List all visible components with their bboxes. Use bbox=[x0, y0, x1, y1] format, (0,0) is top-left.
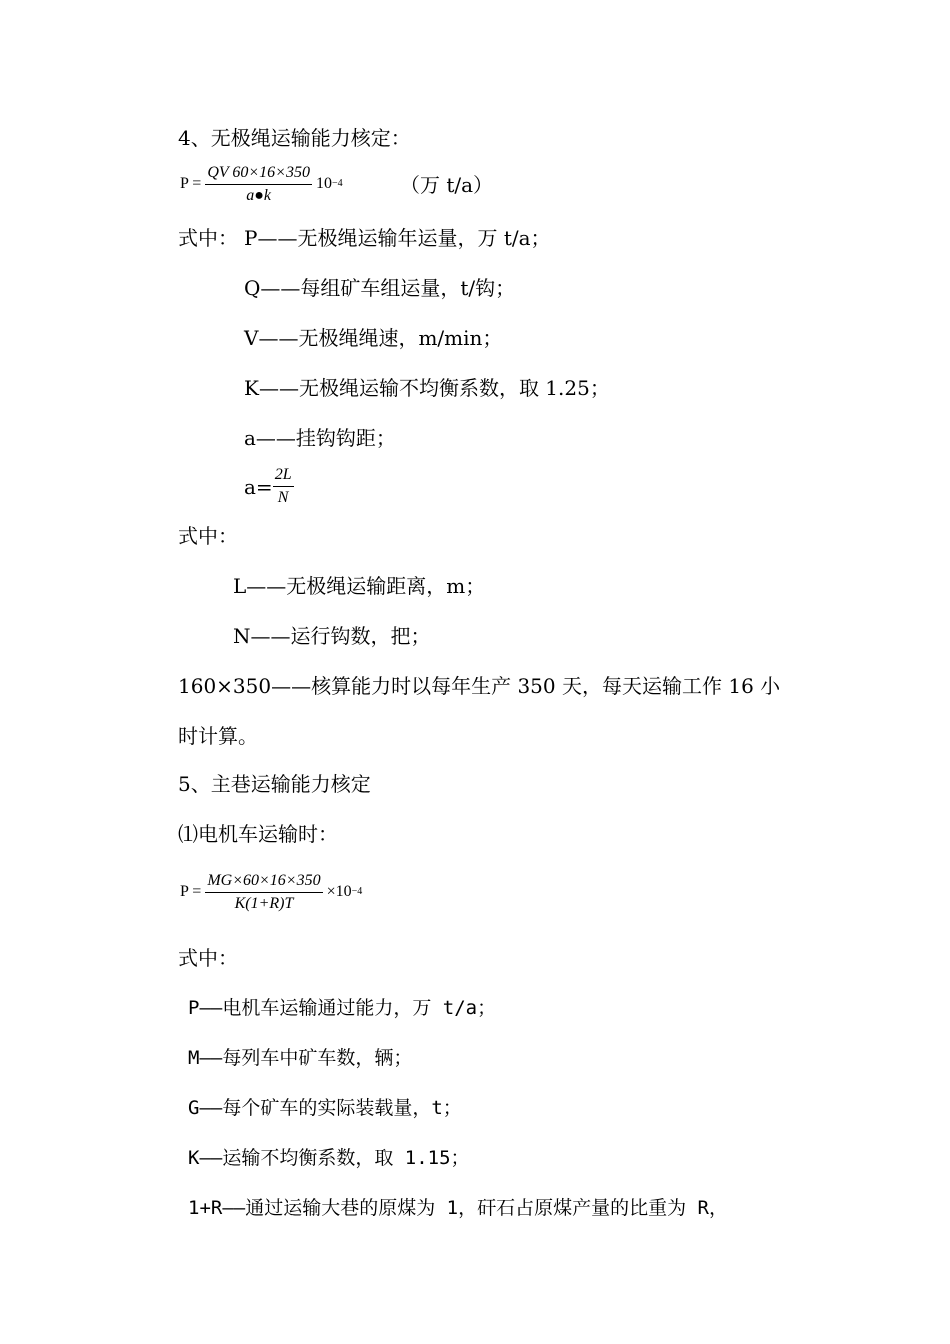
definition-line: a——挂钩钩距； bbox=[244, 426, 396, 450]
formula-exponent: −4 bbox=[351, 886, 363, 898]
subsection-heading: ⑴电机车运输时： bbox=[178, 822, 338, 846]
formula-denominator: K(1+R)T bbox=[234, 895, 294, 912]
definition-line: L——无极绳运输距离，m； bbox=[233, 574, 486, 598]
where-label: 式中： bbox=[178, 946, 238, 970]
formula-exponent: −4 bbox=[331, 178, 343, 190]
a-formula-lhs: a= bbox=[244, 474, 273, 499]
where-label: 式中： bbox=[178, 226, 238, 250]
where-label: 式中： bbox=[178, 524, 238, 548]
definition-line: K——无极绳运输不均衡系数，取 1.25； bbox=[244, 376, 610, 400]
definition-line: M——每列车中矿车数，辆； bbox=[188, 1047, 413, 1069]
note-line: 160×350——核算能力时以每年生产 350 天，每天运输工作 16 小 bbox=[178, 674, 781, 698]
formula-fraction bbox=[205, 164, 312, 205]
formula-factor: ×10 bbox=[326, 883, 352, 901]
rope-capacity-formula bbox=[180, 164, 343, 205]
a-formula-numerator: 2L bbox=[273, 466, 294, 487]
locomotive-capacity-formula bbox=[180, 872, 362, 913]
definition-line: V——无极绳绳速，m/min； bbox=[244, 326, 503, 350]
definition-line: Q——每组矿车组运量，t/钩； bbox=[244, 276, 516, 300]
section-5-heading: 5、主巷运输能力核定 bbox=[178, 772, 371, 796]
formula-unit-note: （万 t/a） bbox=[400, 173, 494, 197]
definition-line: P——电机车运输通过能力，万 t/a； bbox=[188, 997, 497, 1019]
section-4-heading: 4、无极绳运输能力核定： bbox=[178, 126, 411, 150]
a-formula-fraction bbox=[273, 466, 294, 507]
note-line: 时计算。 bbox=[178, 724, 258, 748]
formula-numerator: QV 60×16×350 bbox=[205, 164, 312, 185]
formula-factor: 10 bbox=[315, 175, 332, 193]
hook-spacing-formula bbox=[244, 466, 294, 507]
formula-denominator: a●k bbox=[246, 187, 272, 204]
formula-fraction bbox=[205, 872, 322, 913]
definition-line: 1+R——通过运输大巷的原煤为 1，矸石占原煤产量的比重为 R， bbox=[188, 1197, 728, 1219]
formula-lhs: P = bbox=[180, 883, 202, 901]
a-formula-denominator: N bbox=[277, 489, 289, 506]
definition-line: P——无极绳运输年运量，万 t/a； bbox=[244, 226, 551, 250]
definition-line: K——运输不均衡系数，取 1.15； bbox=[188, 1147, 470, 1169]
formula-lhs: P = bbox=[180, 175, 202, 193]
definition-line: N——运行钩数，把； bbox=[233, 624, 431, 648]
definition-line: G——每个矿车的实际装载量，t； bbox=[188, 1097, 462, 1119]
formula-numerator: MG×60×16×350 bbox=[205, 872, 322, 893]
